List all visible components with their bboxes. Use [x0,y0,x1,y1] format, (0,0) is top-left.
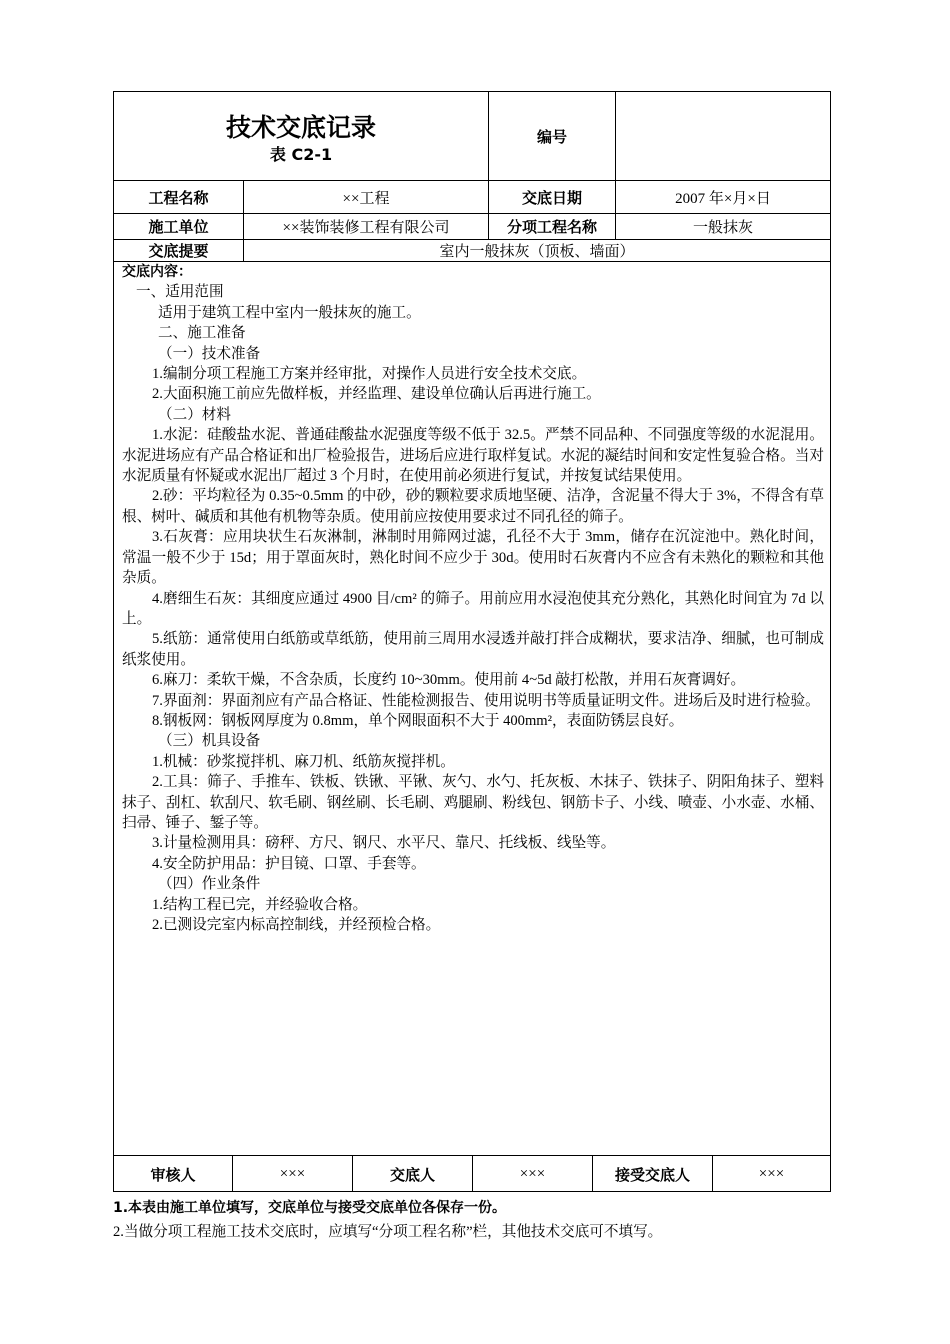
sub-project-label: 分项工程名称 [506,218,597,236]
content-line: 4.磨细生石灰：其细度应通过 4900 目/cm² 的筛子。用前应用水浸泡使其充分熟化，其熟化时间宜为 7d 以上。 [122,590,824,627]
content-line: 1.编制分项工程施工方案并经审批，对操作人员进行安全技术交底。 [152,366,587,383]
content-line: 二、施工准备 [158,325,246,342]
discloser-label: 交底人 [389,1165,435,1184]
content-body [122,282,824,935]
content-line: 2.工具：筛子、手推车、铁板、铁锹、平锹、灰勺、水勺、托灰板、木抹子、铁抹子、阴阳角抹子、塑料抹子、刮杠、软刮尺、软毛刷、钢丝刷、长毛刷、鸡腿刷、粉线包、钢筋卡子、小线、喷壶、小水壶、水桶、扫帚、锤子、錾子等。 [122,774,824,831]
footnote-1: 1.本表由施工单位填写，交底单位与接受交底单位各保存一份。 [113,1200,507,1216]
reviewer-label: 审核人 [150,1165,196,1184]
page-title: 技术交底记录 [225,113,376,142]
summary-label: 交底提要 [148,242,209,260]
content-line: 适用于建筑工程中室内一般抹灰的施工。 [158,304,421,321]
content-line: 2.砂：平均粒径为 0.35~0.5mm 的中砂，砂的颗粒要求质地坚硬、洁净，含泥量不得大于 3%，不得含有草根、树叶、碱质和其他有机物等杂质。使用前应按使用要求过不同孔径的筛子。 [122,488,824,525]
unit-label: 施工单位 [148,218,209,236]
content-line: 7.界面剂：界面剂应有产品合格证、性能检测报告、使用说明书等质量证明文件。进场后及时进行检验。 [152,692,820,709]
code-value [616,92,830,180]
content-line: 3.石灰膏：应用块状生石灰淋制，淋制时用筛网过滤，孔径不大于 3mm，储存在沉淀池中。熟化时间，常温一般不少于 15d；用于罩面灰时，熟化时间不应少于 30d。使用时石灰膏内不应含有未熟化的颗粒和其他杂质。 [122,529,824,587]
content-line: 2.大面积施工前应先做样板，并经监理、建设单位确认后再进行施工。 [152,386,601,403]
date-value: 2007 年×月×日 [675,190,771,207]
content-line: 6.麻刀：柔软干燥，不含杂质，长度约 10~30mm。使用前 4~5d 敲打松散，并用石灰膏调好。 [152,672,746,689]
content-line: （三）机具设备 [158,733,261,750]
project-name-label: 工程名称 [148,188,209,207]
content-line: 1.水泥：硅酸盐水泥、普通硅酸盐水泥强度等级不低于 32.5。严禁不同品种、不同强度等级的水泥混用。水泥进场应有产品合格证和出厂检验报告，进场后应进行取样复试。水泥的凝结时间和安定性复验合格。当对水泥质量有怀疑或水泥出厂超过 3 个月时，在使用前必须进行复试，并按复试结果使用。 [122,427,824,485]
content-line: 1.机械：砂浆搅拌机、麻刀机、纸筋灰搅拌机。 [152,753,455,770]
footnote-2: 2.当做分项工程施工技术交底时，应填写“分项工程名称”栏，其他技术交底可不填写。 [113,1224,663,1240]
content-line: 一、适用范围 [136,284,224,301]
content-line: （二）材料 [158,406,231,423]
unit-value: ××装饰装修工程有限公司 [282,220,450,236]
summary-value: 室内一般抹灰（顶板、墙面） [439,244,635,260]
content-line: （一）技术准备 [158,345,261,362]
form-number: 表 C2-1 [269,145,333,164]
content-heading: 交底内容： [122,264,192,280]
receiver-value: ××× [758,1165,785,1182]
content-line: 5.纸筋：通常使用白纸筋或草纸筋，使用前三周用水浸透并敲打拌合成糊状，要求洁净、细腻，也可制成纸浆使用。 [122,631,824,668]
discloser-value: ××× [519,1165,546,1182]
footnotes [113,1196,843,1244]
receiver-label: 接受交底人 [614,1165,690,1184]
project-name-value: ××工程 [342,190,390,207]
sub-project-value: 一般抹灰 [692,220,753,236]
content-line: 2.已测设完室内标高控制线，并经预检合格。 [152,917,441,933]
code-label: 编号 [536,127,567,146]
content-line: 1.结构工程已完，并经验收合格。 [152,896,368,913]
content-line: 8.钢板网：钢板网厚度为 0.8mm，单个网眼面积不大于 400mm²，表面防锈层良好。 [152,712,684,729]
content-line: （四）作业条件 [158,876,261,893]
date-label: 交底日期 [521,188,582,207]
disclosure-content [122,262,824,935]
reviewer-value: ××× [279,1165,306,1182]
content-line: 4.安全防护用品：护目镜、口罩、手套等。 [152,855,426,872]
content-line: 3.计量检测用具：磅秤、方尺、钢尺、水平尺、靠尺、托线板、线坠等。 [152,835,616,852]
